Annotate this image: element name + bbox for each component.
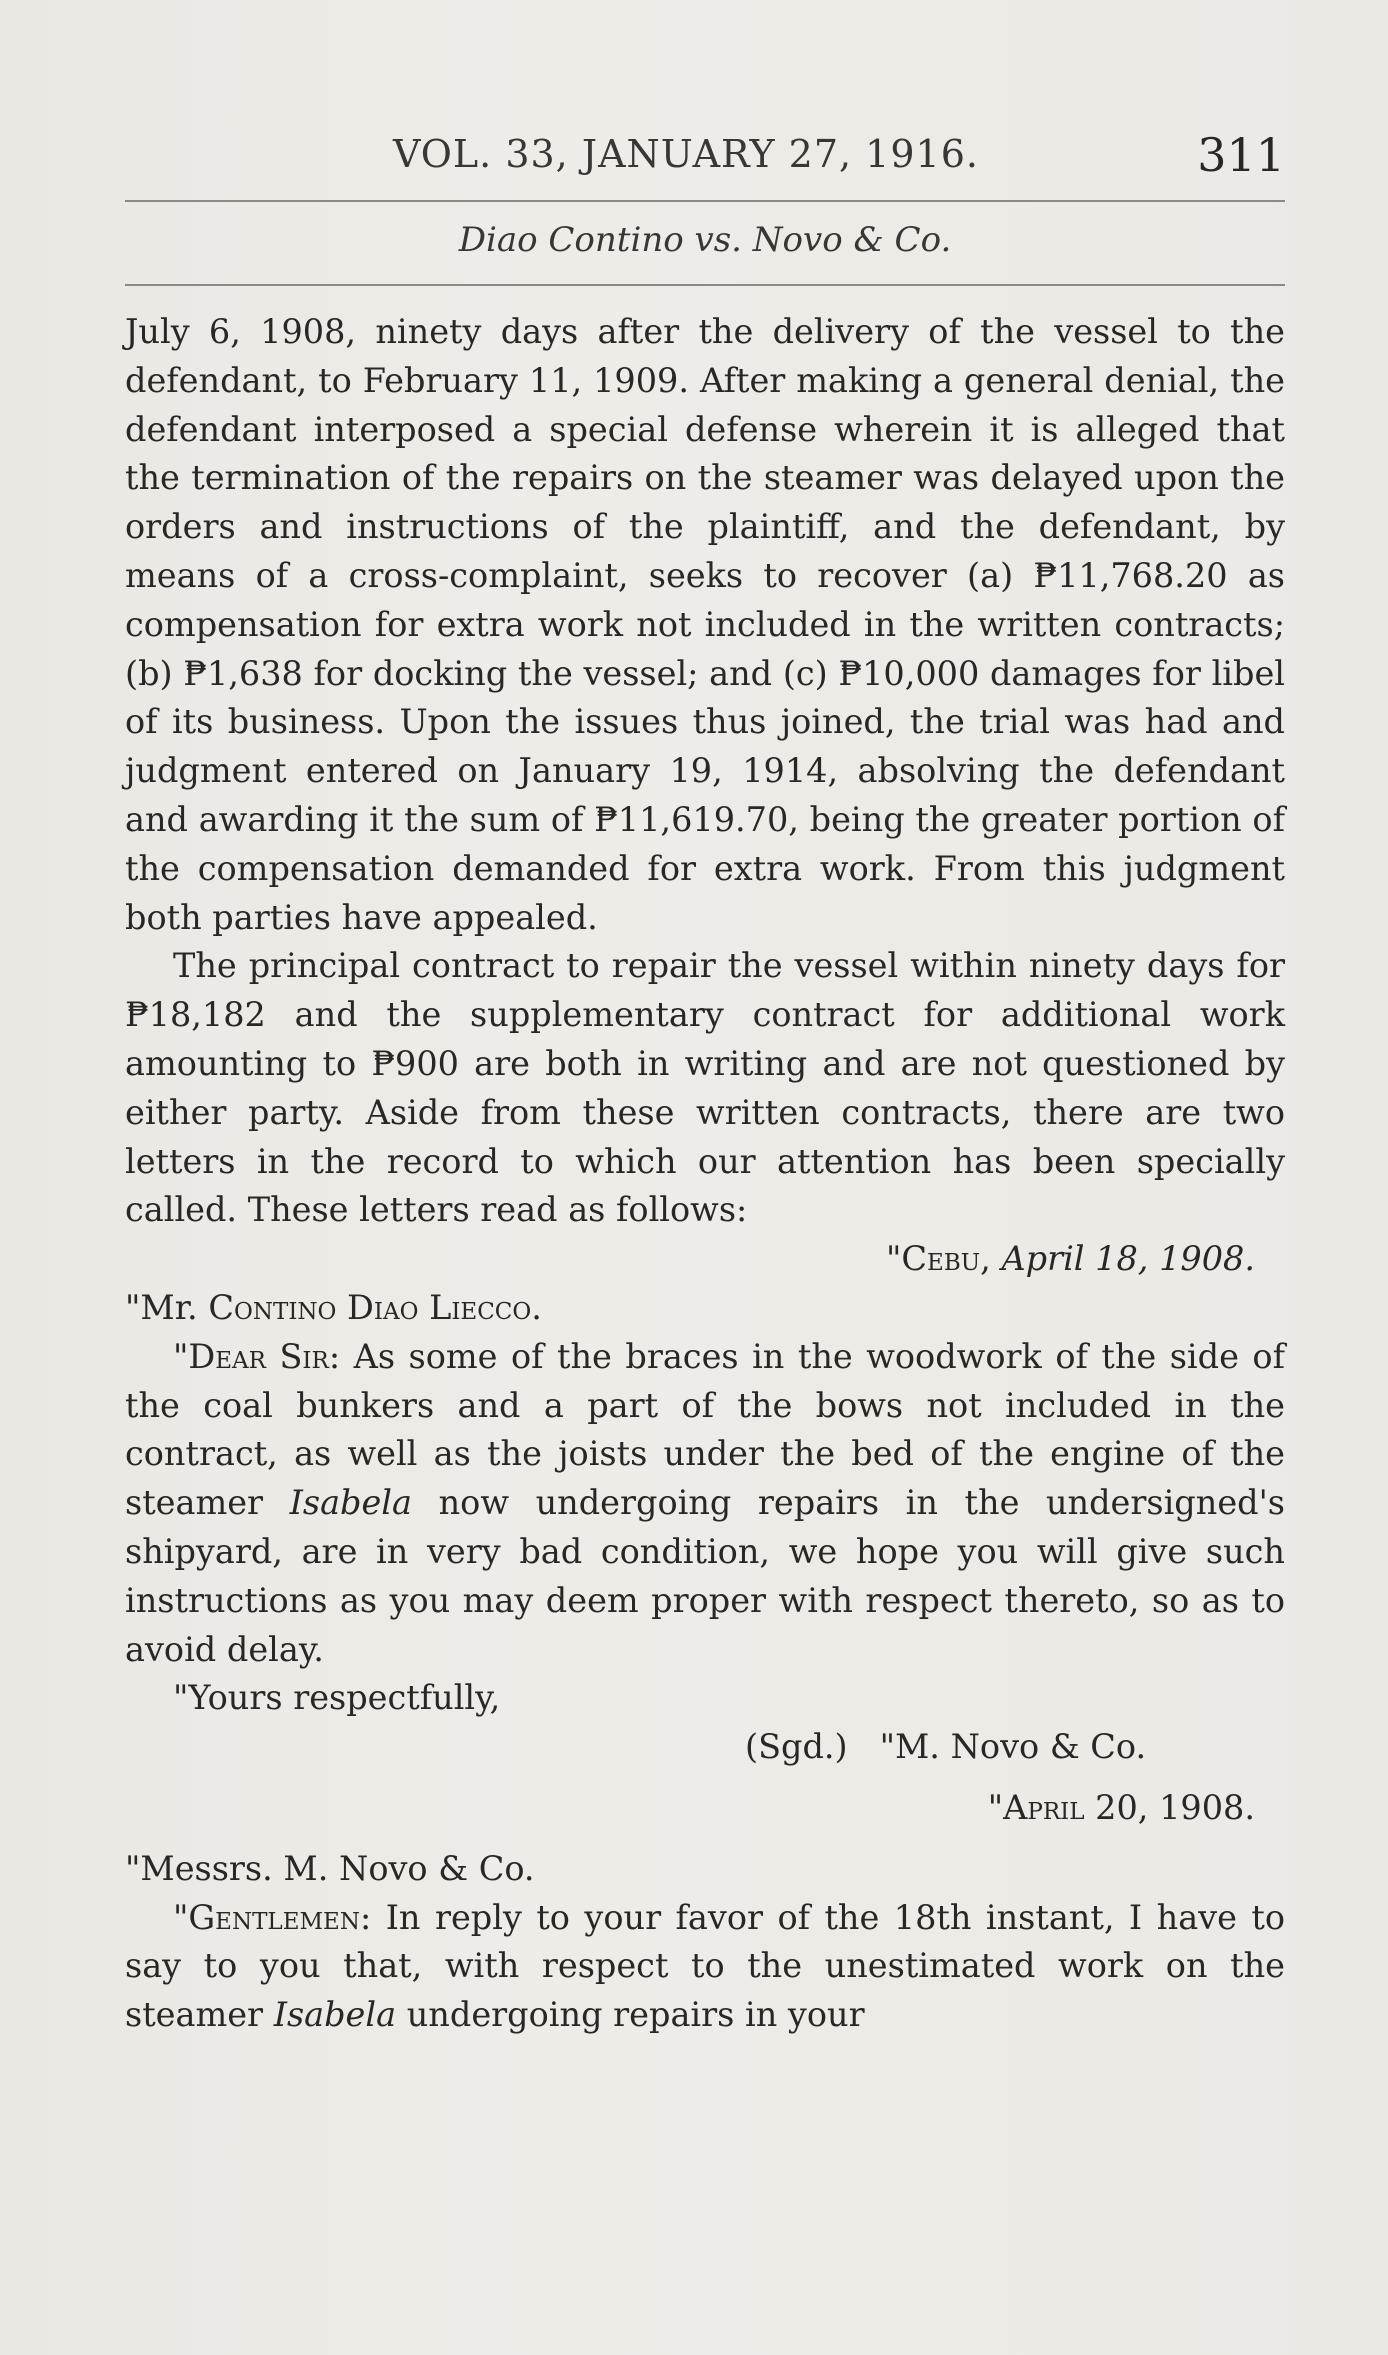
letter1-vessel-name: Isabela <box>289 1483 412 1523</box>
letter2-vessel-name: Isabela <box>273 1995 397 2035</box>
letter2-body-part2: undergoing repairs in your <box>406 1995 865 2035</box>
letter1-date: April 18, 1908. <box>1001 1239 1255 1279</box>
letter1-place: "Cebu, <box>886 1239 991 1279</box>
letter-gap <box>125 1772 1285 1784</box>
title-rule <box>125 284 1285 286</box>
letter1-body-part1: As some of the braces in the woodwork of the side of the coal bunkers and a part of the bows not included in the contract, as well as the joists under the bed of the engine of the steamer <box>125 1336 1285 1523</box>
letter1-addressee-prefix: "Mr. <box>125 1287 198 1327</box>
header-rule <box>125 200 1285 202</box>
paragraph-1: July 6, 1908, ninety days after the delivery of the vessel to the defendant, to February 11, 1909. After making a general denial, the defendant interposed a special defense wherein it is alleged that the termination of the repairs on the steamer was delayed upon the orders and instructions of the plaintiff, and the defendant, by means of a cross-complaint, seeks to recover (a) ₱11,768.20 as compensation for extra work not included in the written contracts; (b) ₱1,638 for docking the vessel; and (c) ₱10,000 damages for libel of its business. Upon the issues thus joined, the trial was had and judgment entered on January 19, 1914, absolving the defendant and awarding it the sum of ₱11,619.70, being the greater portion of the compensation demanded for extra work. From this judgment both parties have appealed. <box>125 312 1285 937</box>
letter2-salutation: "Gentlemen: <box>173 1897 372 1937</box>
letter1-dateline <box>125 1235 1285 1284</box>
letter1-closing: "Yours respectfully, <box>173 1678 501 1718</box>
letter1-salutation: "Dear Sir: <box>173 1336 341 1376</box>
letter1-signature: "M. Novo & Co. <box>879 1727 1147 1767</box>
page-content <box>125 120 1285 2040</box>
letter2-body-part1: In reply to your favor of the 18th instant, I have to say to you that, with respect to the unestimated work on the steamer <box>125 1897 1285 2035</box>
case-title: Diao Contino vs. Novo & Co. <box>458 220 952 260</box>
letter1-addressee <box>125 1284 1285 1333</box>
letter2-body <box>125 1894 1285 2040</box>
letter1-body <box>125 1333 1285 1675</box>
letter1-addressee-name: Contino Diao Liecco. <box>208 1287 542 1327</box>
page-header <box>125 120 1285 200</box>
letter2-addressee: "Messrs. M. Novo & Co. <box>125 1848 535 1888</box>
volume-date-header: VOL. 33, JANUARY 27, 1916. <box>393 132 979 176</box>
body-text <box>125 308 1285 2040</box>
paragraph-2: The principal contract to repair the vessel within ninety days for ₱18,182 and the supplementary contract for additional work amounting to ₱900 are both in writing and are not questioned by either party. Aside from these written contracts, there are two letters in the record to which our attention has been specially called. These letters read as follows: <box>125 946 1285 1230</box>
page-number: 311 <box>1197 128 1285 182</box>
letter1-body-part2: now undergoing repairs in the undersigned's shipyard, are in very bad condition, we hope you will give such instructions as you may deem proper with respect thereto, so as to avoid delay. <box>125 1483 1285 1669</box>
letter1-signature-line <box>125 1723 1285 1772</box>
letter1-signature-prefix: (Sgd.) <box>745 1727 848 1767</box>
letter2-dateline: "April 20, 1908. <box>987 1787 1255 1827</box>
letter2-gap <box>125 1833 1285 1845</box>
